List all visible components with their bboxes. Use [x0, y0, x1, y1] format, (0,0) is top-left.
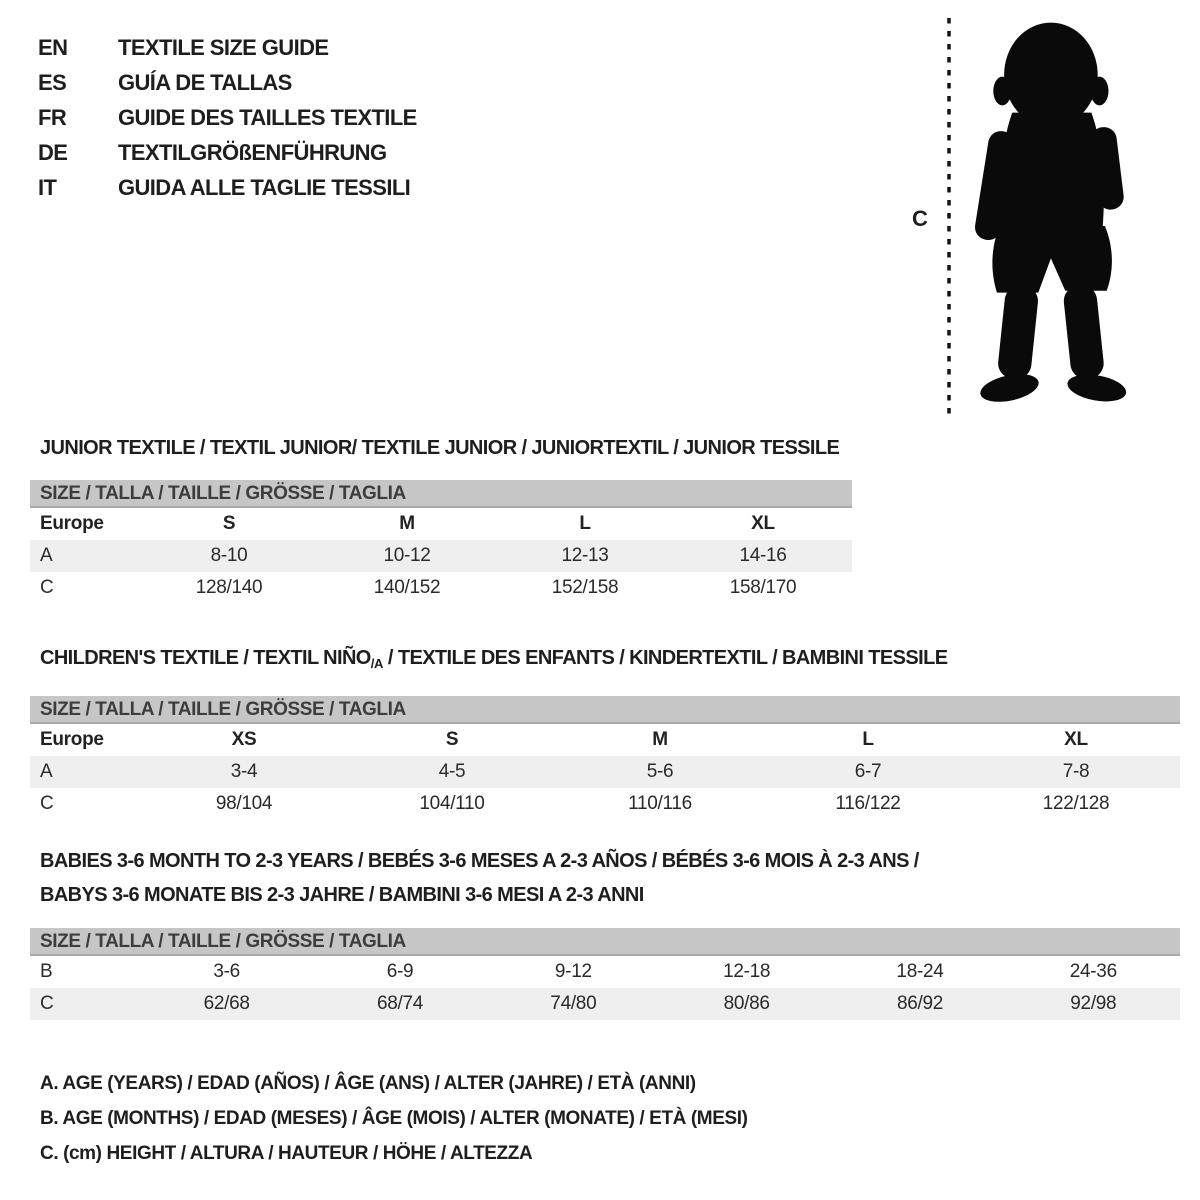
size-cell: S	[222, 513, 236, 534]
heading-text: / TEXTILE DES ENFANTS / KINDERTEXTIL / BAMBINI TESSILE	[382, 647, 948, 669]
size-cell: 4-5	[438, 761, 466, 782]
size-table-header: SIZE / TALLA / TAILLE / GRÖSSE / TAGLIA	[30, 480, 852, 508]
section-heading: JUNIOR TEXTILE / TEXTIL JUNIOR/ TEXTILE JUNIOR / JUNIORTEXTIL / JUNIOR TESSILE	[40, 437, 840, 459]
language-title: GUIDE DES TAILLES TEXTILE	[118, 104, 417, 130]
language-code: FR	[38, 104, 67, 130]
row-label: A	[40, 545, 53, 566]
language-row	[38, 100, 417, 135]
row-label: C	[40, 993, 54, 1014]
size-cell: 86/92	[896, 993, 943, 1014]
language-code: EN	[38, 34, 68, 60]
size-cell: 14-16	[739, 545, 787, 566]
toddler-silhouette-icon	[960, 14, 1140, 420]
language-title: TEXTILE SIZE GUIDE	[118, 34, 329, 60]
size-cell: L	[579, 513, 591, 534]
language-row	[38, 170, 417, 205]
language-code: IT	[38, 174, 57, 200]
height-measure-line	[944, 16, 954, 418]
size-cell: L	[862, 729, 874, 750]
size-cell: M	[399, 513, 415, 534]
size-cell: 122/128	[1042, 793, 1110, 814]
section-heading-line2: BABYS 3-6 MONATE BIS 2-3 JAHRE / BAMBINI 3-6 MESI A 2-3 ANNI	[40, 884, 644, 906]
size-cell: 10-12	[383, 545, 431, 566]
table-row	[30, 756, 1180, 788]
size-cell: 116/122	[835, 793, 901, 814]
row-label: Europe	[40, 513, 104, 534]
language-code: DE	[38, 139, 68, 165]
size-cell: 62/68	[203, 993, 250, 1014]
language-list	[38, 30, 417, 205]
size-cell: 9-12	[554, 961, 592, 982]
size-table	[30, 696, 1180, 820]
legend-item: B. AGE (MONTHS) / EDAD (MESES) / ÂGE (MOIS) / ALTER (MONATE) / ETÀ (MESI)	[40, 1108, 748, 1129]
size-cell: 5-6	[646, 761, 674, 782]
heading-text: CHILDREN'S TEXTILE / TEXTIL NIÑO	[40, 647, 371, 669]
size-cell: 98/104	[215, 793, 273, 814]
size-cell: 6-7	[854, 761, 882, 782]
size-cell: 152/158	[551, 577, 619, 598]
measure-label: C	[912, 206, 928, 231]
language-row	[38, 30, 417, 65]
language-row	[38, 65, 417, 100]
legend-item: A. AGE (YEARS) / EDAD (AÑOS) / ÂGE (ANS) / ALTER (JAHRE) / ETÀ (ANNI)	[40, 1073, 696, 1094]
table-row	[30, 572, 852, 604]
size-cell: 158/170	[729, 577, 797, 598]
size-cell: 8-10	[210, 545, 248, 566]
language-row	[38, 135, 417, 170]
section-heading: BABIES 3-6 MONTH TO 2-3 YEARS / BEBÉS 3-6 MESES A 2-3 AÑOS / BÉBÉS 3-6 MOIS À 2-3 ANS /	[40, 850, 919, 872]
size-cell: 74/80	[550, 993, 597, 1014]
size-cell: 24-36	[1069, 961, 1117, 982]
size-cell: 110/116	[628, 793, 692, 814]
size-cell: 3-4	[230, 761, 258, 782]
table-row	[30, 788, 1180, 820]
size-cell: 140/152	[373, 577, 441, 598]
size-cell: 12-18	[723, 961, 771, 982]
size-cell: 18-24	[896, 961, 944, 982]
section-childrens-textile	[30, 646, 1180, 820]
language-title: GUIDA ALLE TAGLIE TESSILI	[118, 174, 411, 200]
section-junior-textile	[30, 436, 852, 604]
size-cell: 12-13	[561, 545, 609, 566]
size-cell: XL	[1064, 729, 1088, 750]
size-cell: 128/140	[195, 577, 263, 598]
table-row	[30, 540, 852, 572]
size-cell: 3-6	[213, 961, 240, 982]
size-cell: 68/74	[376, 993, 424, 1014]
row-label: Europe	[40, 729, 104, 750]
row-label: B	[40, 961, 53, 982]
table-row	[30, 724, 1180, 756]
size-table-header: SIZE / TALLA / TAILLE / GRÖSSE / TAGLIA	[30, 928, 1180, 956]
legend-item: C. (cm) HEIGHT / ALTURA / HAUTEUR / HÖHE / ALTEZZA	[40, 1143, 533, 1164]
language-title: GUÍA DE TALLAS	[118, 69, 292, 95]
size-table-header: SIZE / TALLA / TAILLE / GRÖSSE / TAGLIA	[30, 696, 1180, 724]
legend	[40, 1066, 748, 1171]
size-cell: 6-9	[386, 961, 414, 982]
table-row	[30, 956, 1180, 988]
row-label: A	[40, 761, 53, 782]
size-table	[30, 928, 1180, 1020]
size-table	[30, 480, 852, 604]
size-cell: 92/98	[1070, 993, 1117, 1014]
table-row	[30, 508, 852, 540]
language-title: TEXTILGRÖßENFÜHRUNG	[118, 139, 387, 165]
section-heading	[30, 646, 1180, 676]
language-code: ES	[38, 69, 67, 95]
table-row	[30, 988, 1180, 1020]
size-cell: XS	[231, 729, 257, 750]
row-label: C	[40, 793, 54, 814]
section-babies-textile	[30, 844, 1180, 1020]
size-cell: XL	[751, 513, 775, 534]
heading-subscript: /A	[370, 656, 383, 671]
size-cell: M	[652, 729, 668, 750]
size-cell: 80/86	[723, 993, 770, 1014]
size-cell: S	[445, 729, 459, 750]
size-cell: 7-8	[1062, 761, 1090, 782]
size-cell: 104/110	[419, 793, 485, 814]
row-label: C	[40, 577, 54, 598]
